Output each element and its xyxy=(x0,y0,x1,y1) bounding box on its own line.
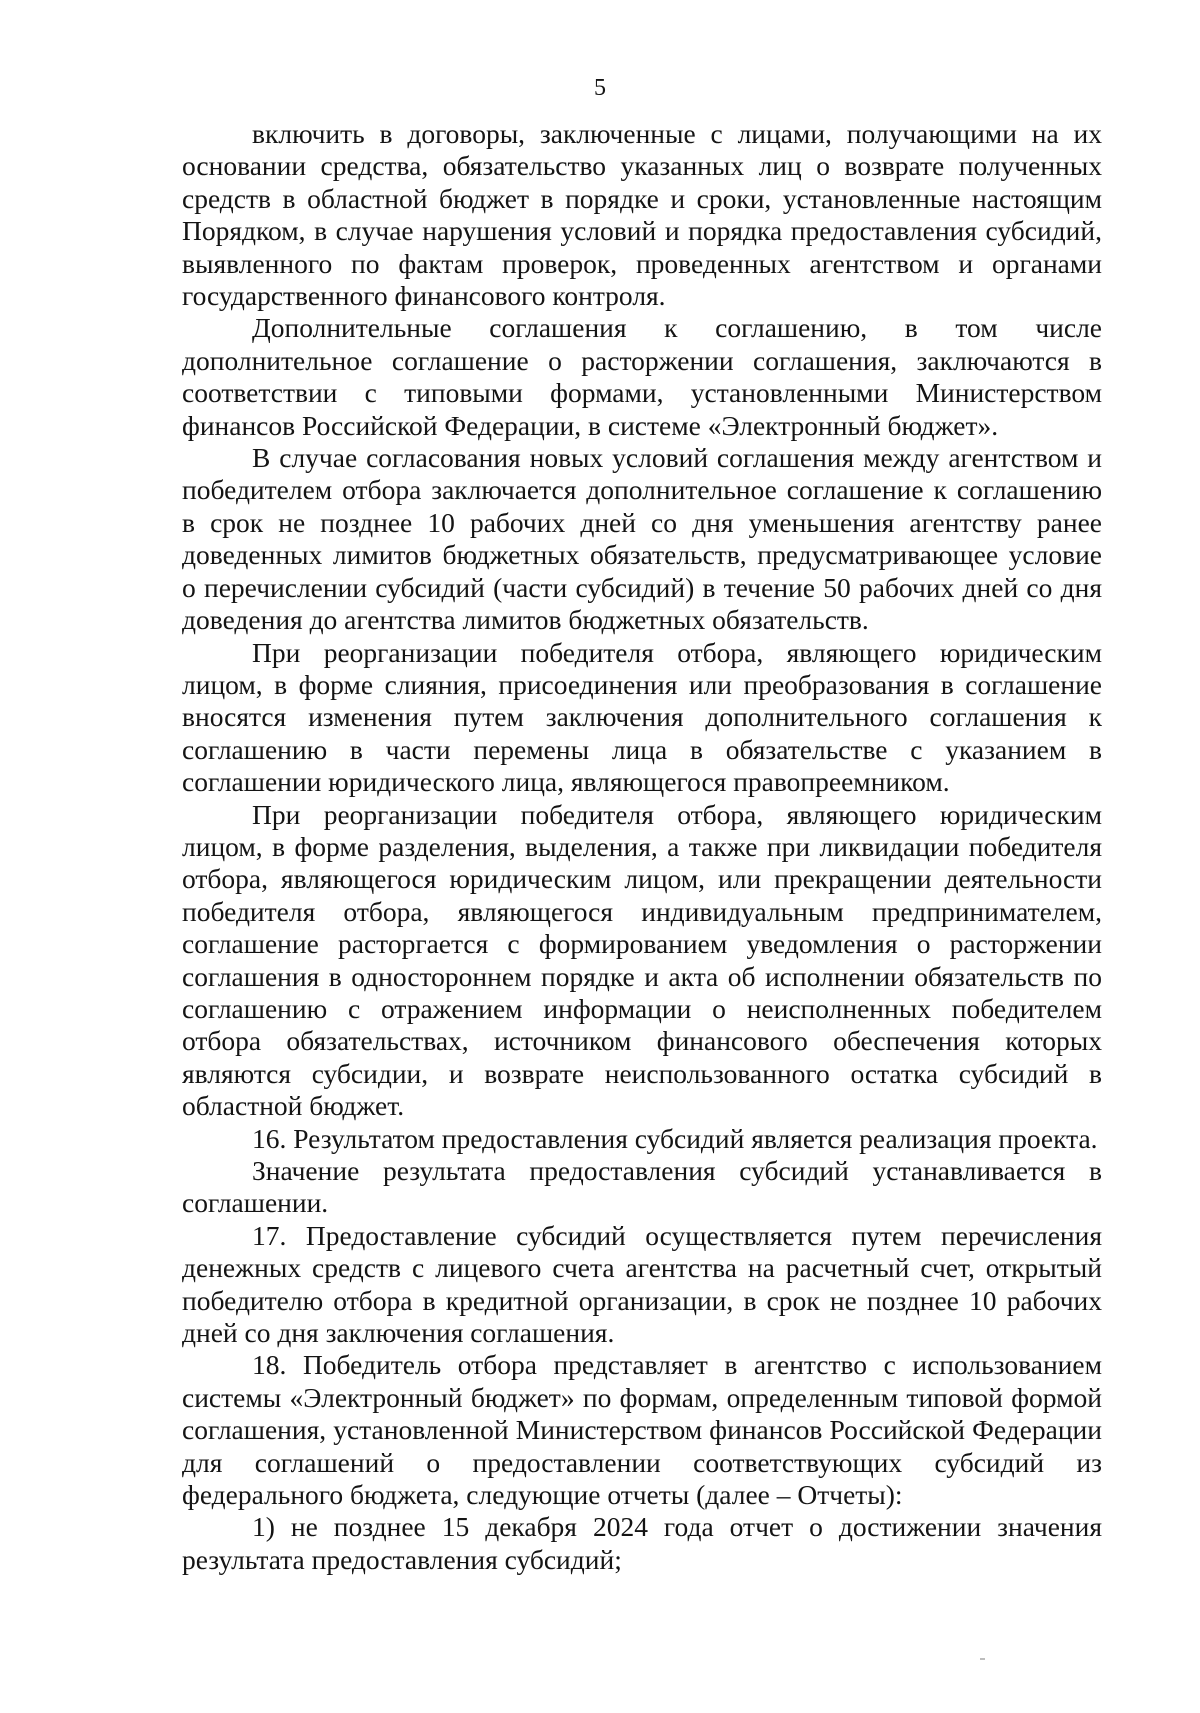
paragraph-item-17: 17. Предоставление субсидий осуществляется путем перечисления денежных средств с лицевого счета агентства на расчетный счет, открытый победителю отбора в кредитной организации, в срок не позднее 10 рабочих дней со дня заключения соглашения. xyxy=(182,1219,1102,1349)
paragraph-reorganization-division: При реорганизации победителя отбора, являющего юридическим лицом, в форме разделения, выделения, а также при ликвидации победителя отбора, являющегося юридическим лицом, или прекращении деятельности победителя отбора, являющегося индивидуальным предпринимателем, соглашение расторгается с формированием уведомления о расторжении соглашения в одностороннем порядке и акта об исполнении обязательств по соглашению с отражением информации о неисполненных победителем отбора обязательствах, источником финансового обеспечения которых являются субсидии, и возврате неиспользованного остатка субсидий в областной бюджет. xyxy=(182,798,1102,1122)
paragraph-new-conditions: В случае согласования новых условий соглашения между агентством и победителем отбора заключается дополнительное соглашение к соглашению в срок не позднее 10 рабочих дней со дня уменьшения агентству ранее доведенных лимитов бюджетных обязательств, предусматривающее условие о перечислении субсидий (части субсидий) в течение 50 рабочих дней со дня доведения до агентства лимитов бюджетных обязательств. xyxy=(182,442,1102,636)
paragraph-additional-agreements: Дополнительные соглашения к соглашению, в том числе дополнительное соглашение о расторжении соглашения, заключаются в соответствии с типовыми формами, установленными Министерством финансов Российской Федерации, в системе «Электронный бюджет». xyxy=(182,312,1102,441)
document-body xyxy=(182,118,1102,1576)
paragraph-contract-inclusion: включить в договоры, заключенные с лицами, получающими на их основании средства, обязательство указанных лиц о возврате полученных средств в областной бюджет в порядке и сроки, установленные настоящим Порядком, в случае нарушения условий и порядка предоставления субсидий, выявленного по фактам проверок, проведенных агентством и органами государственного финансового контроля. xyxy=(182,118,1102,312)
paragraph-item-18: 18. Победитель отбора представляет в агентство с использованием системы «Электронный бюджет» по формам, определенным типовой формой соглашения, установленной Министерством финансов Российской Федерации для соглашений о предоставлении соответствующих субсидий из федерального бюджета, следующие отчеты (далее – Отчеты): xyxy=(182,1349,1102,1511)
page-number: 5 xyxy=(594,75,606,101)
paragraph-reorganization-merger: При реорганизации победителя отбора, являющего юридическим лицом, в форме слияния, присоединения или преобразования в соглашение вносятся изменения путем заключения дополнительного соглашения к соглашению в части перемены лица в обязательстве с указанием в соглашении юридического лица, являющегося правопреемником. xyxy=(182,636,1102,798)
scan-speck xyxy=(980,1658,985,1660)
paragraph-result-value: Значение результата предоставления субсидий устанавливается в соглашении. xyxy=(182,1155,1102,1219)
paragraph-item-18-1: 1) не позднее 15 декабря 2024 года отчет о достижении значения результата предоставления субсидий; xyxy=(182,1511,1102,1575)
paragraph-item-16: 16. Результатом предоставления субсидий является реализация проекта. xyxy=(252,1122,1098,1154)
